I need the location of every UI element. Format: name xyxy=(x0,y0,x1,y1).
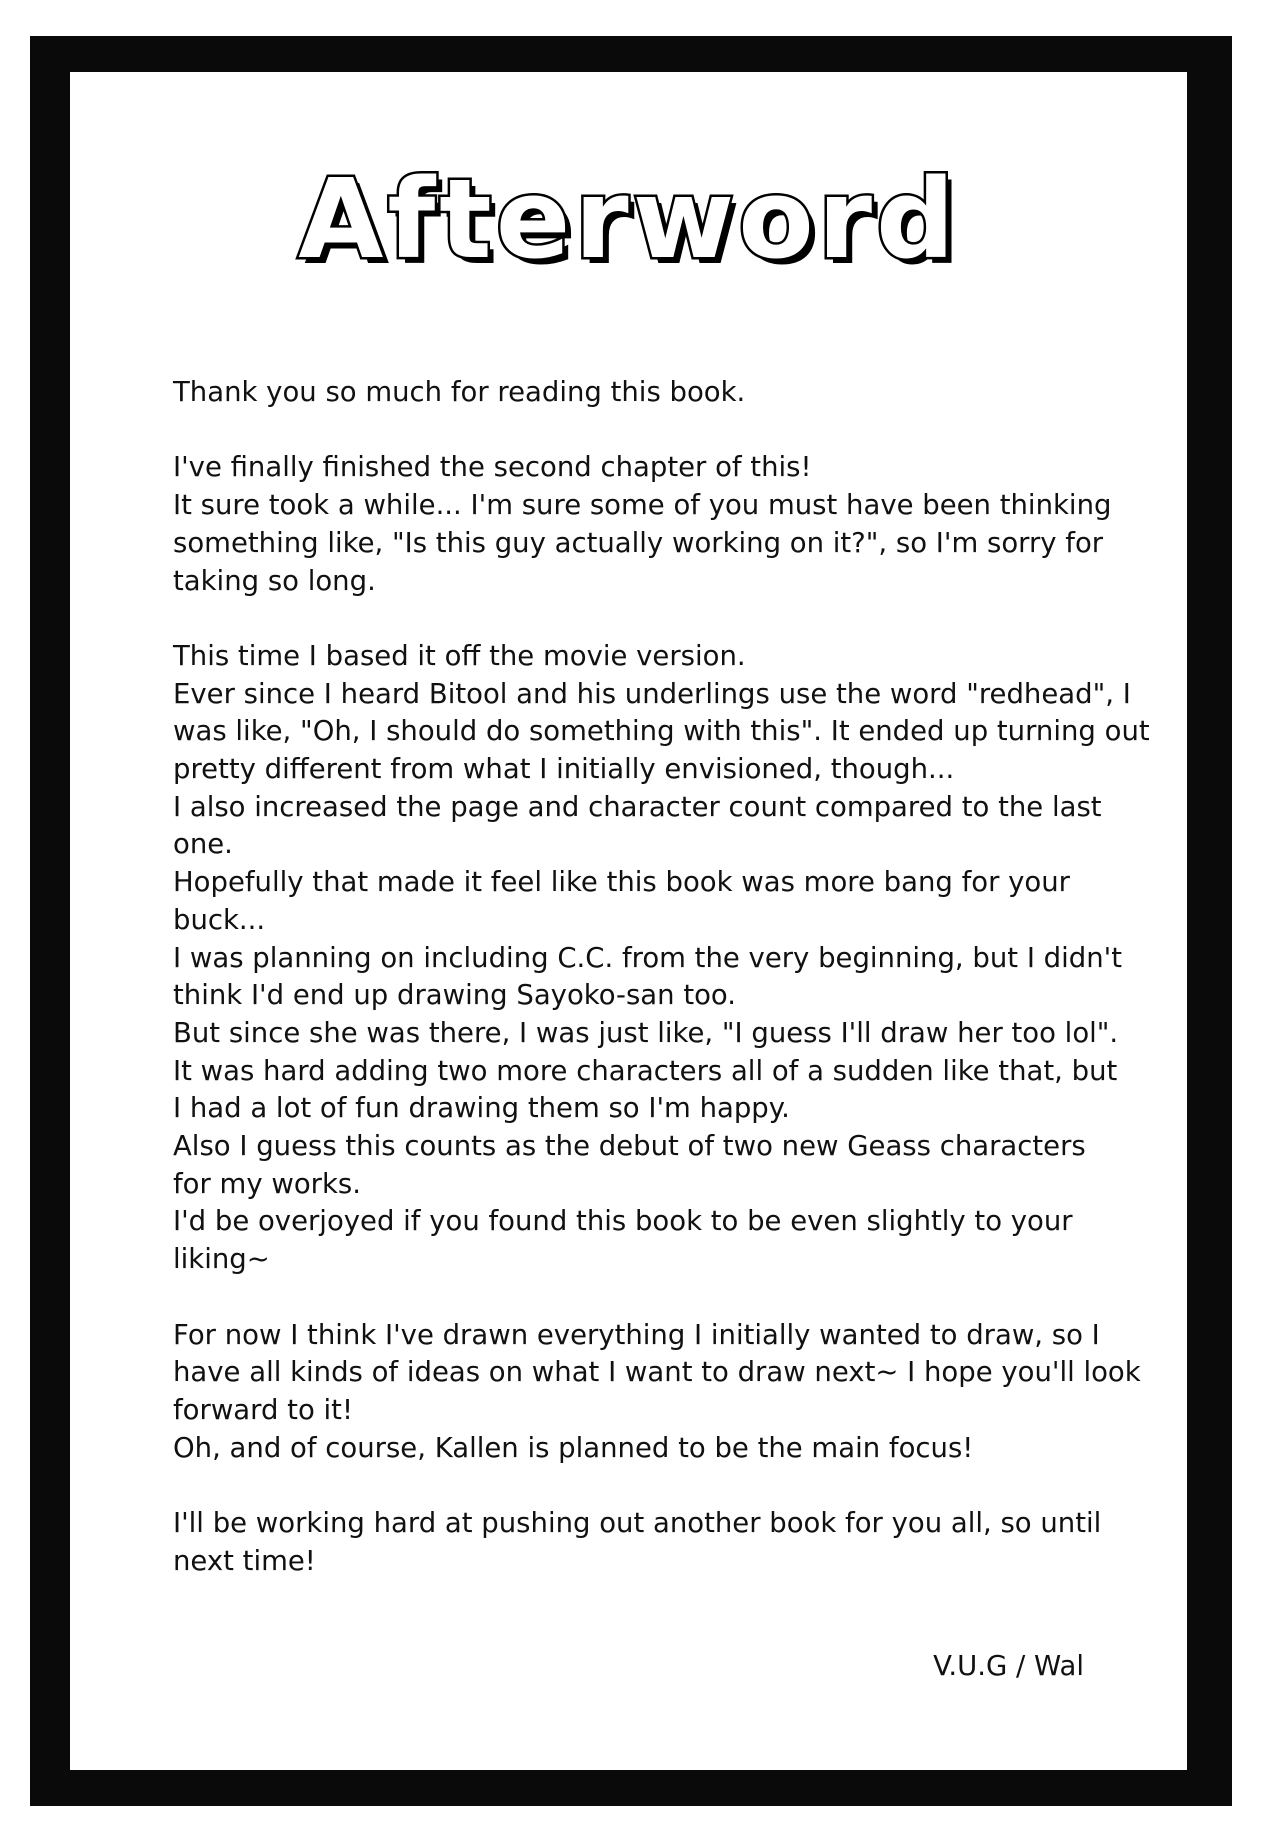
text-line: buck... xyxy=(173,903,266,936)
paragraph xyxy=(173,374,1173,412)
text-line: I also increased the page and character count compared to the last xyxy=(173,790,1102,823)
text-line: I had a lot of fun drawing them so I'm happy. xyxy=(173,1092,790,1125)
text-line: But since she was there, I was just like, "I guess I'll draw her too lol". xyxy=(173,1016,1119,1049)
text-line: liking~ xyxy=(173,1243,270,1276)
text-line: was like, "Oh, I should do something with this". It ended up turning out xyxy=(173,715,1150,748)
page-frame xyxy=(30,36,1232,1806)
text-line: Thank you so much for reading this book. xyxy=(173,376,746,408)
text-line: Hopefully that made it feel like this book was more bang for your xyxy=(173,866,1070,899)
paragraph xyxy=(173,449,1173,600)
paragraph-gap xyxy=(173,1279,1173,1317)
paragraph xyxy=(173,1505,1173,1580)
text-line: It was hard adding two more characters all of a sudden like that, but xyxy=(173,1054,1118,1087)
text-line: This time I based it off the movie version. xyxy=(173,639,746,672)
text-line: Oh, and of course, Kallen is planned to be the main focus! xyxy=(173,1431,974,1464)
text-line: For now I think I've drawn everything I initially wanted to draw, so I xyxy=(173,1318,1100,1351)
author-signature: V.U.G / Wal xyxy=(933,1650,1084,1682)
text-line: next time! xyxy=(173,1544,316,1577)
page-content-area xyxy=(70,72,1187,1770)
text-line: something like, "Is this guy actually working on it?", so I'm sorry for xyxy=(173,526,1104,559)
afterword-body xyxy=(173,374,1173,1580)
text-line: I'll be working hard at pushing out another book for you all, so until xyxy=(173,1507,1102,1540)
paragraph xyxy=(173,638,1173,1279)
afterword-title: Afterword xyxy=(298,155,959,283)
text-line: for my works. xyxy=(173,1167,361,1200)
text-line: It sure took a while... I'm sure some of you must have been thinking xyxy=(173,489,1112,522)
text-line: forward to it! xyxy=(173,1393,353,1426)
text-line: I'd be overjoyed if you found this book to be even slightly to your xyxy=(173,1205,1073,1238)
text-line: pretty different from what I initially envisioned, though... xyxy=(173,753,955,785)
text-line: think I'd end up drawing Sayoko-san too. xyxy=(173,979,737,1012)
text-line: have all kinds of ideas on what I want to draw next~ I hope you'll look xyxy=(173,1356,1141,1389)
text-line: I've finally finished the second chapter of this! xyxy=(173,451,812,484)
paragraph-gap xyxy=(173,600,1173,638)
text-line: taking so long. xyxy=(173,564,376,597)
paragraph-gap xyxy=(173,412,1173,450)
text-line: Ever since I heard Bitool and his underlings use the word "redhead", I xyxy=(173,677,1131,710)
text-line: one. xyxy=(173,828,233,861)
text-line: Also I guess this counts as the debut of two new Geass characters xyxy=(173,1130,1086,1163)
paragraph xyxy=(173,1317,1173,1468)
paragraph-gap xyxy=(173,1467,1173,1505)
text-line: I was planning on including C.C. from the very beginning, but I didn't xyxy=(173,941,1122,974)
